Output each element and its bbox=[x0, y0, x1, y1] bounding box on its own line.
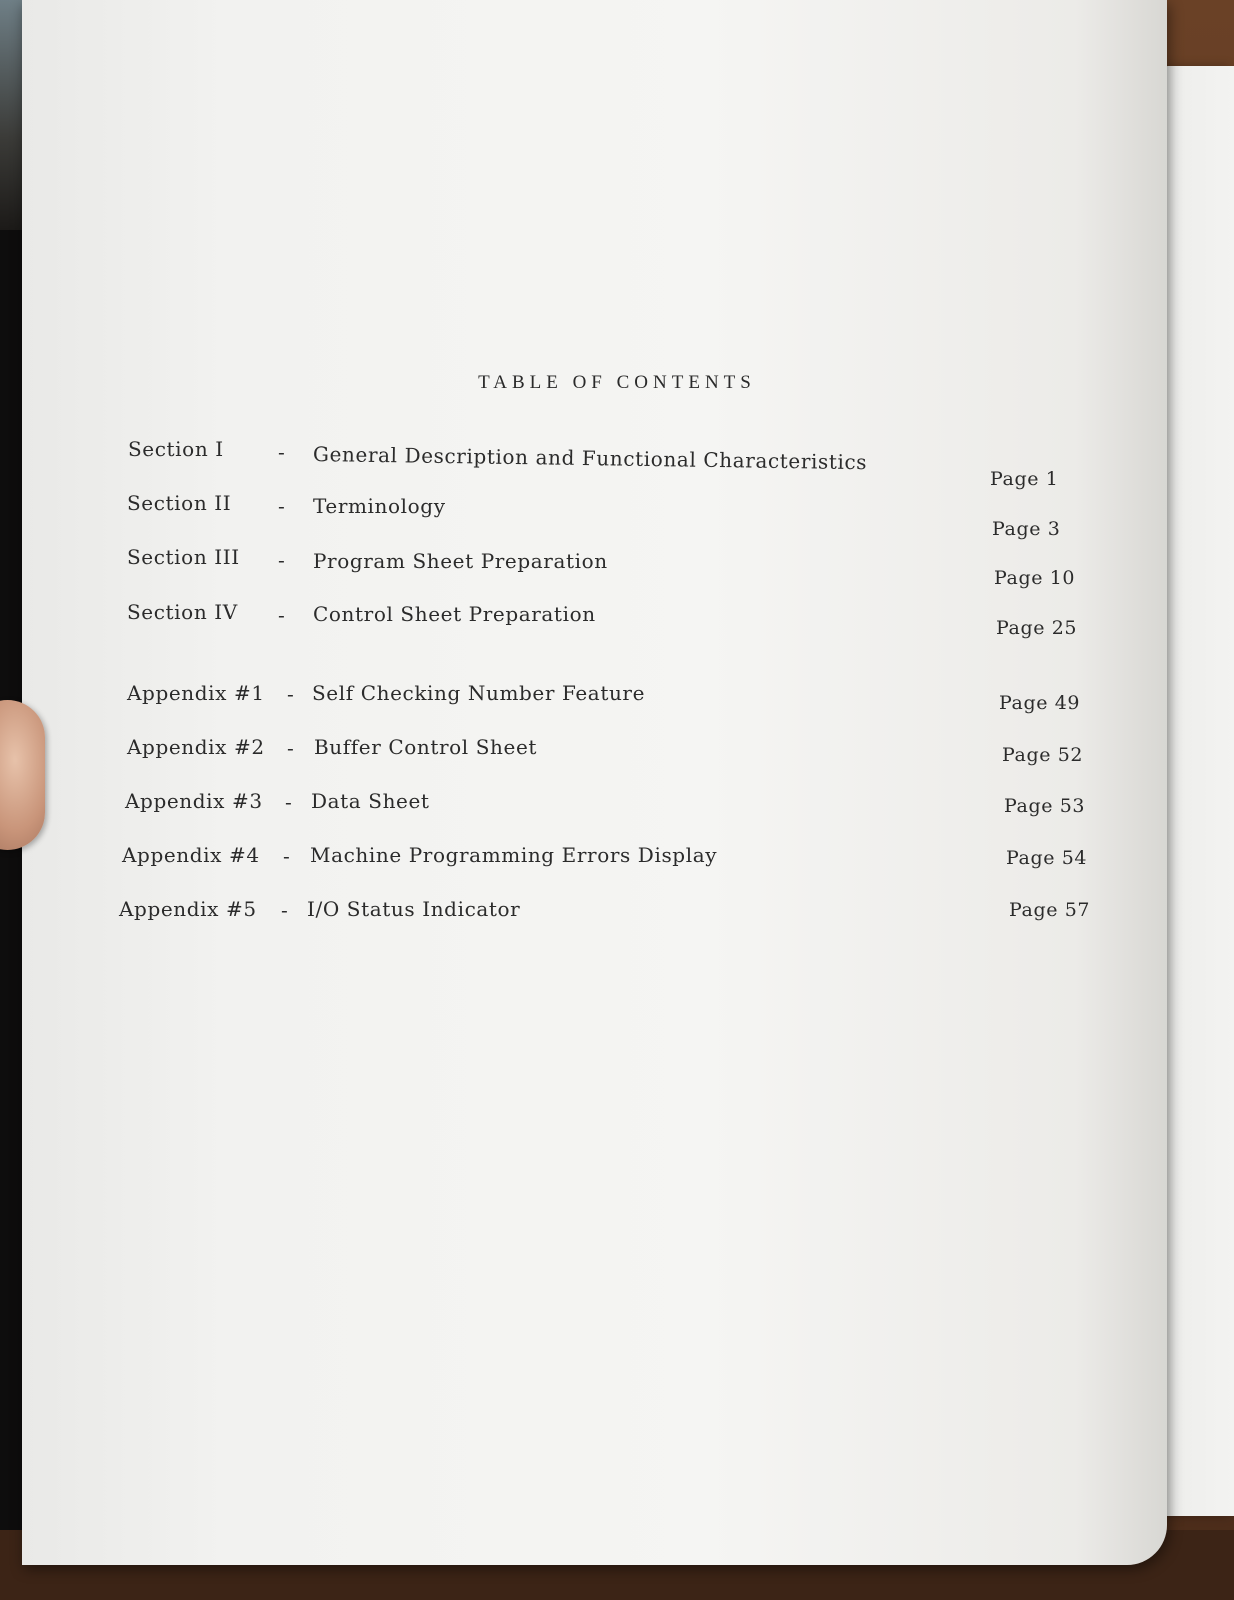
toc-entry-title: Data Sheet bbox=[311, 789, 430, 813]
toc-entry-dash: - bbox=[287, 682, 295, 706]
toc-entry-page: Page 1 bbox=[990, 468, 1059, 490]
toc-entry-label: Section II bbox=[127, 491, 232, 515]
toc-heading: TABLE OF CONTENTS bbox=[478, 372, 756, 393]
toc-entry-dash: - bbox=[285, 790, 293, 814]
toc-entry-label: Section IV bbox=[127, 600, 238, 624]
toc-entry-page: Page 25 bbox=[996, 617, 1078, 639]
toc-entry-title: Self Checking Number Feature bbox=[312, 681, 646, 705]
toc-entry-title: General Description and Functional Characteristics bbox=[312, 442, 868, 475]
toc-entry-page: Page 53 bbox=[1004, 795, 1086, 817]
toc-entry-dash: - bbox=[278, 440, 286, 464]
toc-entry-label: Appendix #1 bbox=[127, 681, 265, 705]
toc-entry-page: Page 3 bbox=[992, 518, 1061, 540]
toc-entry-page: Page 10 bbox=[994, 567, 1076, 589]
toc-entry-dash: - bbox=[287, 736, 295, 760]
toc-entry-title: Buffer Control Sheet bbox=[314, 735, 538, 759]
toc-entry-dash: - bbox=[278, 548, 286, 572]
toc-entry-label: Appendix #4 bbox=[122, 843, 260, 867]
toc-entry-label: Appendix #3 bbox=[125, 789, 263, 813]
toc-entry-label: Section I bbox=[128, 437, 224, 461]
toc-entry-page: Page 49 bbox=[999, 692, 1081, 714]
toc-entry-page: Page 54 bbox=[1006, 847, 1088, 869]
toc-entry-title: Control Sheet Preparation bbox=[313, 602, 596, 626]
toc-entry-dash: - bbox=[278, 603, 286, 627]
toc-entry-page: Page 52 bbox=[1002, 744, 1084, 766]
toc-entry-dash: - bbox=[278, 494, 286, 518]
thumb bbox=[0, 700, 45, 850]
toc-entry-label: Appendix #5 bbox=[119, 897, 257, 921]
toc-entry-page: Page 57 bbox=[1009, 899, 1091, 921]
toc-entry-dash: - bbox=[281, 898, 289, 922]
toc-entry-title: Terminology bbox=[313, 494, 446, 518]
toc-entry-title: I/O Status Indicator bbox=[307, 897, 521, 921]
toc-entry-label: Section III bbox=[127, 545, 240, 569]
toc-entry-title: Program Sheet Preparation bbox=[313, 549, 608, 573]
toc-entry-label: Appendix #2 bbox=[127, 735, 265, 759]
toc-entry-dash: - bbox=[283, 844, 291, 868]
toc-entry-title: Machine Programming Errors Display bbox=[310, 843, 718, 867]
